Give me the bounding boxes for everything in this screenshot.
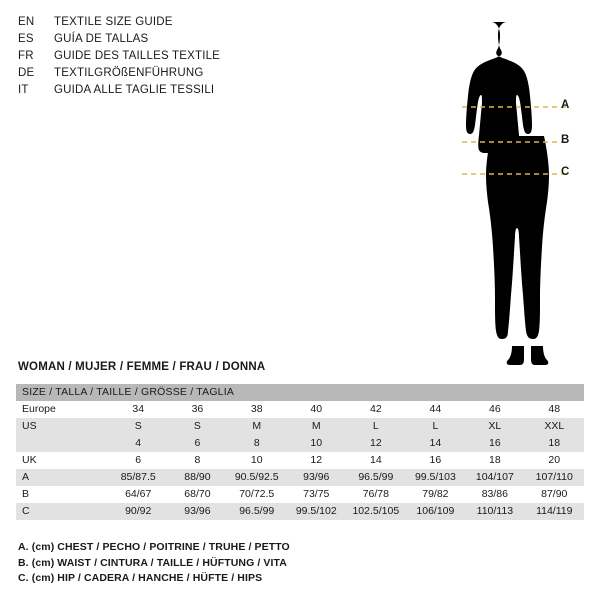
language-row xyxy=(18,14,318,31)
cell: 93/96 xyxy=(287,469,346,486)
cell: 16 xyxy=(406,452,465,469)
cell: 6 xyxy=(109,452,168,469)
row-label: Europe xyxy=(16,401,109,418)
language-row xyxy=(18,82,318,99)
cell: 6 xyxy=(168,435,227,452)
language-title: GUÍA DE TALLAS xyxy=(54,33,149,45)
legend-chest: A. (cm) CHEST / PECHO / POITRINE / TRUHE / PETTO xyxy=(18,541,290,553)
language-code: IT xyxy=(18,84,29,96)
cell: 8 xyxy=(168,452,227,469)
cell: 42 xyxy=(346,401,406,418)
cell: M xyxy=(227,418,287,435)
cell: 10 xyxy=(287,435,346,452)
cell: 18 xyxy=(525,435,584,452)
row-label: UK xyxy=(16,452,109,469)
cell: L xyxy=(346,418,406,435)
cell: 102.5/105 xyxy=(346,503,406,520)
row-label: C xyxy=(16,503,109,520)
cell: L xyxy=(406,418,465,435)
language-code: ES xyxy=(18,33,34,45)
language-row xyxy=(18,31,318,48)
table-header-title: SIZE / TALLA / TAILLE / GRÖSSE / TAGLIA xyxy=(16,384,584,401)
language-title: GUIDA ALLE TAGLIE TESSILI xyxy=(54,84,215,96)
cell: 16 xyxy=(465,435,524,452)
cell: 20 xyxy=(525,452,584,469)
table-row xyxy=(16,469,584,486)
cell: 90/92 xyxy=(109,503,168,520)
cell: 64/67 xyxy=(109,486,168,503)
cell: 73/75 xyxy=(287,486,346,503)
cell: 38 xyxy=(227,401,287,418)
legend-waist: B. (cm) WAIST / CINTURA / TAILLE / HÜFTUNG / VITA xyxy=(18,556,287,569)
cell: 99.5/103 xyxy=(406,469,465,486)
cell: 8 xyxy=(227,435,287,452)
cell: S xyxy=(109,418,168,435)
cell: 4 xyxy=(109,435,168,452)
cell: 107/110 xyxy=(525,469,584,486)
cell: 90.5/92.5 xyxy=(227,469,287,486)
row-label: US xyxy=(16,418,109,435)
table-row xyxy=(16,418,584,435)
language-code: DE xyxy=(18,67,35,79)
cell: 14 xyxy=(406,435,465,452)
cell: 88/90 xyxy=(168,469,227,486)
table-row xyxy=(16,452,584,469)
cell: 12 xyxy=(346,435,406,452)
language-code: FR xyxy=(18,50,34,62)
cell: 79/82 xyxy=(406,486,465,503)
cell: 46 xyxy=(465,401,524,418)
table-row xyxy=(16,435,584,452)
table-row xyxy=(16,503,584,520)
language-title: GUIDE DES TAILLES TEXTILE xyxy=(54,50,221,62)
cell: XL xyxy=(465,418,524,435)
cell: 83/86 xyxy=(465,486,524,503)
cell: 99.5/102 xyxy=(287,503,346,520)
cell: 76/78 xyxy=(346,486,406,503)
cell: 10 xyxy=(227,452,287,469)
legend-hip: C. (cm) HIP / CADERA / HANCHE / HÜFTE / HIPS xyxy=(18,572,263,584)
section-caption: WOMAN / MUJER / FEMME / FRAU / DONNA xyxy=(18,361,266,373)
language-title: TEXTILE SIZE GUIDE xyxy=(54,16,173,28)
cell: 114/119 xyxy=(525,503,584,520)
language-row xyxy=(18,65,318,82)
cell: M xyxy=(287,418,346,435)
row-label: B xyxy=(16,486,109,503)
row-label: A xyxy=(16,469,109,486)
silhouette-icon xyxy=(420,8,595,368)
cell: 36 xyxy=(168,401,227,418)
language-list xyxy=(18,14,318,99)
table-header-row xyxy=(16,384,584,401)
measurement-legend xyxy=(18,540,578,587)
cell: 93/96 xyxy=(168,503,227,520)
cell: 68/70 xyxy=(168,486,227,503)
marker-label-c: C xyxy=(561,166,570,178)
cell: 12 xyxy=(287,452,346,469)
cell: S xyxy=(168,418,227,435)
table-row xyxy=(16,401,584,418)
row-label xyxy=(16,435,109,452)
cell: 48 xyxy=(525,401,584,418)
woman-silhouette-figure xyxy=(420,8,595,368)
cell: 96.5/99 xyxy=(346,469,406,486)
cell: 106/109 xyxy=(406,503,465,520)
cell: 18 xyxy=(465,452,524,469)
cell: 87/90 xyxy=(525,486,584,503)
cell: 14 xyxy=(346,452,406,469)
marker-label-a: A xyxy=(561,99,570,111)
size-table xyxy=(16,384,584,520)
cell: 96.5/99 xyxy=(227,503,287,520)
cell: 104/107 xyxy=(465,469,524,486)
cell: 85/87.5 xyxy=(109,469,168,486)
cell: 34 xyxy=(109,401,168,418)
language-code: EN xyxy=(18,16,35,28)
language-title: TEXTILGRÖßENFÜHRUNG xyxy=(54,67,204,79)
language-row xyxy=(18,48,318,65)
cell: 110/113 xyxy=(465,503,524,520)
cell: XXL xyxy=(525,418,584,435)
cell: 40 xyxy=(287,401,346,418)
marker-label-b: B xyxy=(561,134,570,146)
cell: 44 xyxy=(406,401,465,418)
cell: 70/72.5 xyxy=(227,486,287,503)
table-row xyxy=(16,486,584,503)
